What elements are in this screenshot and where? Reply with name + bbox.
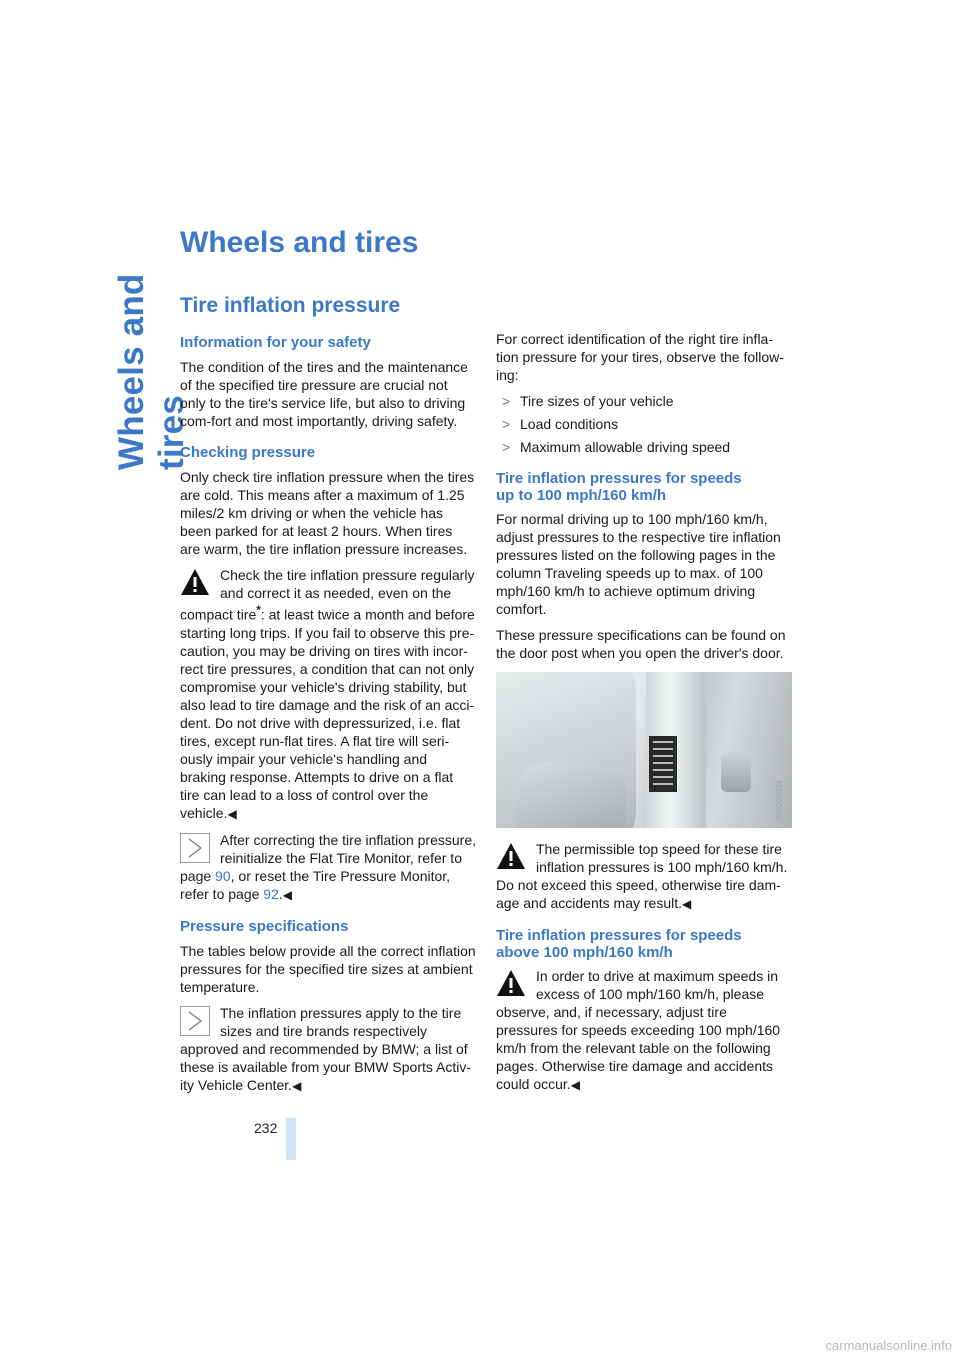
left-column [180,294,476,1103]
page-number-bar [286,1118,296,1160]
safety-paragraph: The condition of the tires and the maintenance of the specified tire pressure are crucial not only to the tire's service life, but also to driving com-fort and most importantly, driving safety. [180,359,468,429]
heading-pressure-specifications: Pressure specifications [180,917,349,935]
warning-note-top-speed: The permissible top speed for these tire inflation pressures is 100 mph/160 km/h. Do not exceed this speed, otherwise tire dam-age and accidents may result.◀ [496,841,788,911]
warning-triangle-icon [496,969,526,1001]
heading-checking-pressure: Checking pressure [180,444,316,461]
end-mark-icon: ◀ [292,1078,302,1093]
list-item: > Tire sizes of your vehicle [502,393,674,409]
right-column [496,330,792,1102]
section-heading-tire-inflation: Tire inflation pressure [180,294,401,317]
heading-safety: Information for your safety [180,334,371,351]
door-latch-shape [721,752,751,792]
door-post-tire-label-photo [496,672,792,828]
warning-triangle-icon [180,568,210,600]
door-post-paragraph: These pressure specifications can be found on the door post when you open the driver's door. [496,627,786,661]
page-title: Wheels and tires [180,226,419,259]
watermark: carmanualsonline.info [825,1338,952,1353]
end-mark-icon: ◀ [682,897,692,911]
list-item: > Load conditions [502,416,619,432]
memo-note-reinitialize: After correcting the tire inflation pressure, reinitialize the Flat Tire Monitor, refer to page 90, or reset the Tire Pressure Monitor, refer to page 92.◀ [180,831,477,902]
bullet-arrow-icon: > [502,416,511,432]
page-link-90[interactable]: 90 [215,867,231,884]
warning-note-check-pressure: Check the tire inflation pressure regularly and correct it as needed, even on the compact tire*: at least twice a month and before starting long trips. If you fail to observe this pre-caution, you may be driving on tires with incor-rect tire pressures, a condition that can not only compromise your vehicle's driving stability, but also lead to tire damage and the risk of an acci-dent. Do not drive with depressurized, i.e. flat tires, except run-flat tires. A flat tire will seri-ously impair your vehicle's handling and braking response. Attempts to drive on a flat tire can lead to a loss of control over the vehicle.◀ [180,567,475,821]
heading-speeds-above-100: Tire inflation pressures for speeds above 100 mph/160 km/h [496,927,742,961]
end-mark-icon: ◀ [227,806,237,821]
warning-note-high-speed: In order to drive at maximum speeds in excess of 100 mph/160 km/h, please observe, and, if necessary, adjust tire pressures for speeds exceeding 100 mph/160 km/h from the relevant table on the following pages. Otherwise tire damage and accidents could occur.◀ [496,968,781,1092]
list-item: > Maximum allowable driving speed [502,439,731,455]
warning-triangle-icon [496,842,526,874]
speeds-up-paragraph: For normal driving up to 100 mph/160 km/h, adjust pressures to the respective tire inflation pressures listed on the following pages in the column Traveling speeds up to max. of 100 mph/160 km/h to achieve optimum driving comfort. [496,511,781,617]
bullet-arrow-icon: > [502,439,511,455]
photo-code: W0D00034 [775,779,784,820]
optional-equipment-star: * [256,604,261,617]
side-chapter-title: Wheels and tires [112,273,191,470]
identification-intro: For correct identification of the right tire infla-tion pressure for your tires, observe the follow-ing: [496,331,784,383]
page-link-92[interactable]: 92 [263,885,279,902]
bullet-arrow-icon: > [502,393,511,409]
tire-pressure-sticker [649,736,677,792]
end-mark-icon: ◀ [570,1078,580,1092]
page-number: 232 [254,1120,278,1136]
memo-note-bmw-approved: The inflation pressures apply to the tire sizes and tire brands respectively approved and recommended by BMW; a list of these is available from your BMW Sports Activ-ity Vehicle Center.◀ [180,1004,471,1093]
checking-paragraph: Only check tire inflation pressure when the tires are cold. This means after a maximum of 1.25 miles/2 km driving or when the vehicle has been parked for at least 2 hours. When tires are warm, the tire inflation pressure increases. [180,469,475,557]
end-mark-icon: ◀ [282,887,292,902]
memo-note-icon [180,833,210,865]
heading-speeds-up-to-100: Tire inflation pressures for speeds up to 100 mph/160 km/h [496,470,742,504]
seat-controls-shape [516,762,626,828]
memo-note-icon [180,1006,210,1038]
identification-list [496,392,792,456]
pressure-paragraph: The tables below provide all the correct inflation pressures for the specified tire sizes at ambient temperature. [180,942,476,995]
